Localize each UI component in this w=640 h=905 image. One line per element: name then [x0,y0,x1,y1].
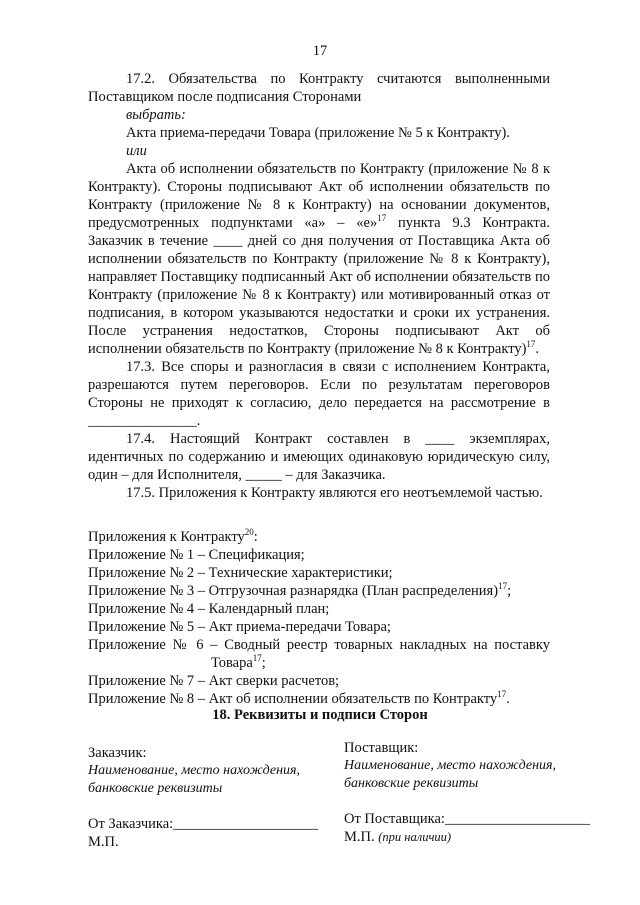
customer-sign-line: От Заказчика:____________________ [88,816,319,832]
appendix-item: Приложение № 2 – Технические характеристики; [88,565,393,581]
supplier-stamp [344,828,614,846]
clause-17-4: 17.4. Настоящий Контракт составлен в ____ экземплярах, идентичных по содержанию и имеющих одинаковую юридическую силу, один – для Исполнителя, _____ – для Заказчика. [88,431,550,483]
supplier-details: Наименование, место нахождения, банковские реквизиты [344,758,557,791]
appendix-title-text: Приложения к Контракту [88,529,245,545]
appendix-item-text: Приложение № 8 – Акт об исполнении обязательств по Контракту [88,691,498,707]
page-number: 17 [312,43,328,59]
section-18-heading: 18. Реквизиты и подписи Сторон [212,707,428,723]
customer-block [88,744,338,798]
appendix-item: Приложение № 5 – Акт приема-передачи Товара; [88,619,391,635]
supplier-block [344,739,594,793]
appendix-item [88,636,550,672]
option-act-fulfillment-text-b: пункта 9.3 Контракта. Заказчик в течение ____ дней со дня получения от Поставщика Акта об исполнении обязательств по Контракту (приложение № 8 к Контракту), направляет Поставщику подписанный Акт об исполнении обязательств по Контракту (приложение № 8 к Контракту) или мотивированный отказ от подписания, в котором указываются недостатки и сроки их устранения. После устранения недостатков, Стороны подписывают Акт об исполнении обязательств по Контракту (приложение № 8 к Контракту) [88,215,550,357]
customer-signature [88,815,348,851]
choose-label: выбрать: [126,107,186,123]
customer-details: Наименование, место нахождения, банковские реквизиты [88,763,301,796]
punctuation: ; [507,583,512,599]
appendix-item-text: Приложение № 3 – Отгрузочная разнарядка (План распределения) [88,583,499,599]
appendix-item: Приложение № 1 – Спецификация; [88,547,305,563]
clause-17-5: 17.5. Приложения к Контракту являются его неотъемлемой частью. [126,485,543,501]
clause-17-2: 17.2. Обязательства по Контракту считаются выполненными Поставщиком после подписания Сторонами [88,71,550,105]
supplier-sign-line: От Поставщика:____________________ [344,811,590,827]
footnote-ref: 17 [526,339,536,349]
option-act-fulfillment [88,160,550,358]
supplier-signature [344,810,614,846]
punctuation: . [506,691,510,707]
appendix-item: Приложение № 4 – Календарный план; [88,601,330,617]
punctuation: : [253,529,258,545]
customer-stamp: М.П. [88,834,119,850]
punctuation: . [535,341,540,357]
appendix-list [88,528,550,708]
customer-label: Заказчик: [88,745,147,761]
punctuation: ; [261,655,266,671]
footnote-ref: 17 [377,213,387,223]
appendix-item: Приложение № 7 – Акт сверки расчетов; [88,673,340,689]
appendix-item-text: Приложение № 6 – Сводный реестр товарных накладных на поставку Товара [88,637,550,671]
appendix-item [88,582,550,600]
supplier-stamp-note: (при наличии) [378,830,452,844]
option-act-fulfillment-text-a: Акта об исполнении обязательств по Контракту (приложение № 8 к Контракту). Стороны подписывают Акт об исполнении обязательств по Контракту (приложение № 8 к Контракту) на основании документов, предусмотренных подпунктами «а» – «е» [88,161,550,231]
supplier-label: Поставщик: [344,740,419,756]
supplier-stamp-text: М.П. [344,829,375,845]
contract-body [88,70,550,708]
footnote-ref: 17 [497,689,507,699]
footnote-ref: 17 [252,653,262,663]
option-act-transfer: Акта приема-передачи Товара (приложение № 5 к Контракту). [126,125,510,141]
footnote-ref: 17 [498,581,508,591]
appendix-list-title [88,528,550,546]
footnote-ref: 20 [244,527,254,537]
clause-17-3: 17.3. Все споры и разногласия в связи с исполнением Контракта, разрешаются путем переговоров. Если по результатам переговоров Стороны не приходят к согласию, дело передается на рассмотрение в _______________. [88,359,550,429]
or-label: или [126,143,147,159]
